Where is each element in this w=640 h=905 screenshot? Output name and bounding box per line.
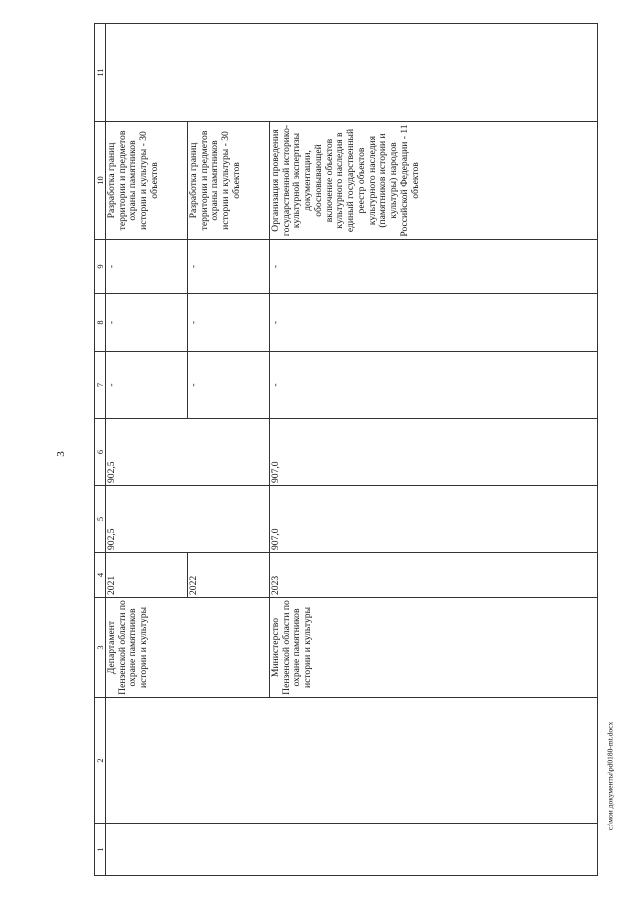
year-cell: 2022	[188, 553, 270, 598]
footer-file-path: c:\мои документы\pd0180-mt.docx	[605, 721, 615, 831]
table-row	[106, 24, 188, 876]
cell-col2	[106, 698, 598, 824]
value-cell: -	[188, 240, 270, 294]
agency-cell: Министерство Пензенской области по охране памятников истории и культуры	[270, 598, 598, 698]
program-table	[94, 23, 598, 876]
col-header: 7	[95, 352, 106, 419]
value-cell: -	[270, 240, 598, 294]
value-cell: -	[188, 294, 270, 352]
result-cell: Разработка границ территории и предметов охраны памятников истории и культуры - 30 объектов	[188, 122, 270, 240]
value-cell: -	[106, 352, 188, 419]
value-cell: 902,5	[106, 419, 270, 486]
value-cell: 907,0	[270, 486, 598, 553]
value-cell: -	[270, 352, 598, 419]
page-number: 3	[54, 451, 67, 457]
col-header: 5	[95, 486, 106, 553]
col-header: 2	[95, 698, 106, 824]
value-cell: 902,5	[106, 486, 270, 553]
year-cell: 2023	[270, 553, 598, 598]
col-header: 3	[95, 598, 106, 698]
value-cell: 907,0	[270, 419, 598, 486]
col-header: 6	[95, 419, 106, 486]
result-cell: Организация проведения государственной историко-культурной экспертизы документации, обосновывающей включение объектов культурного наследия в единый государственный реестр объектов культурного наследия (памятников истории и культуры) народов Российской Федерации - 11 объектов	[270, 122, 598, 240]
program-table-rotated	[94, 24, 598, 876]
cell-col11	[106, 24, 598, 122]
col-header: 11	[95, 24, 106, 122]
col-header: 4	[95, 553, 106, 598]
value-cell: -	[106, 240, 188, 294]
value-cell: -	[270, 294, 598, 352]
header-row	[95, 24, 106, 876]
cell-col1	[106, 824, 598, 876]
col-header: 8	[95, 294, 106, 352]
value-cell: -	[188, 352, 270, 419]
col-header: 1	[95, 824, 106, 876]
agency-cell: Департамент Пензенской области по охране памятников истории и культуры	[106, 598, 270, 698]
result-cell: Разработка границ территории и предметов охраны памятников истории и культуры - 30 объектов	[106, 122, 188, 240]
value-cell: -	[106, 294, 188, 352]
col-header: 9	[95, 240, 106, 294]
col-header: 10	[95, 122, 106, 240]
year-cell: 2021	[106, 553, 188, 598]
